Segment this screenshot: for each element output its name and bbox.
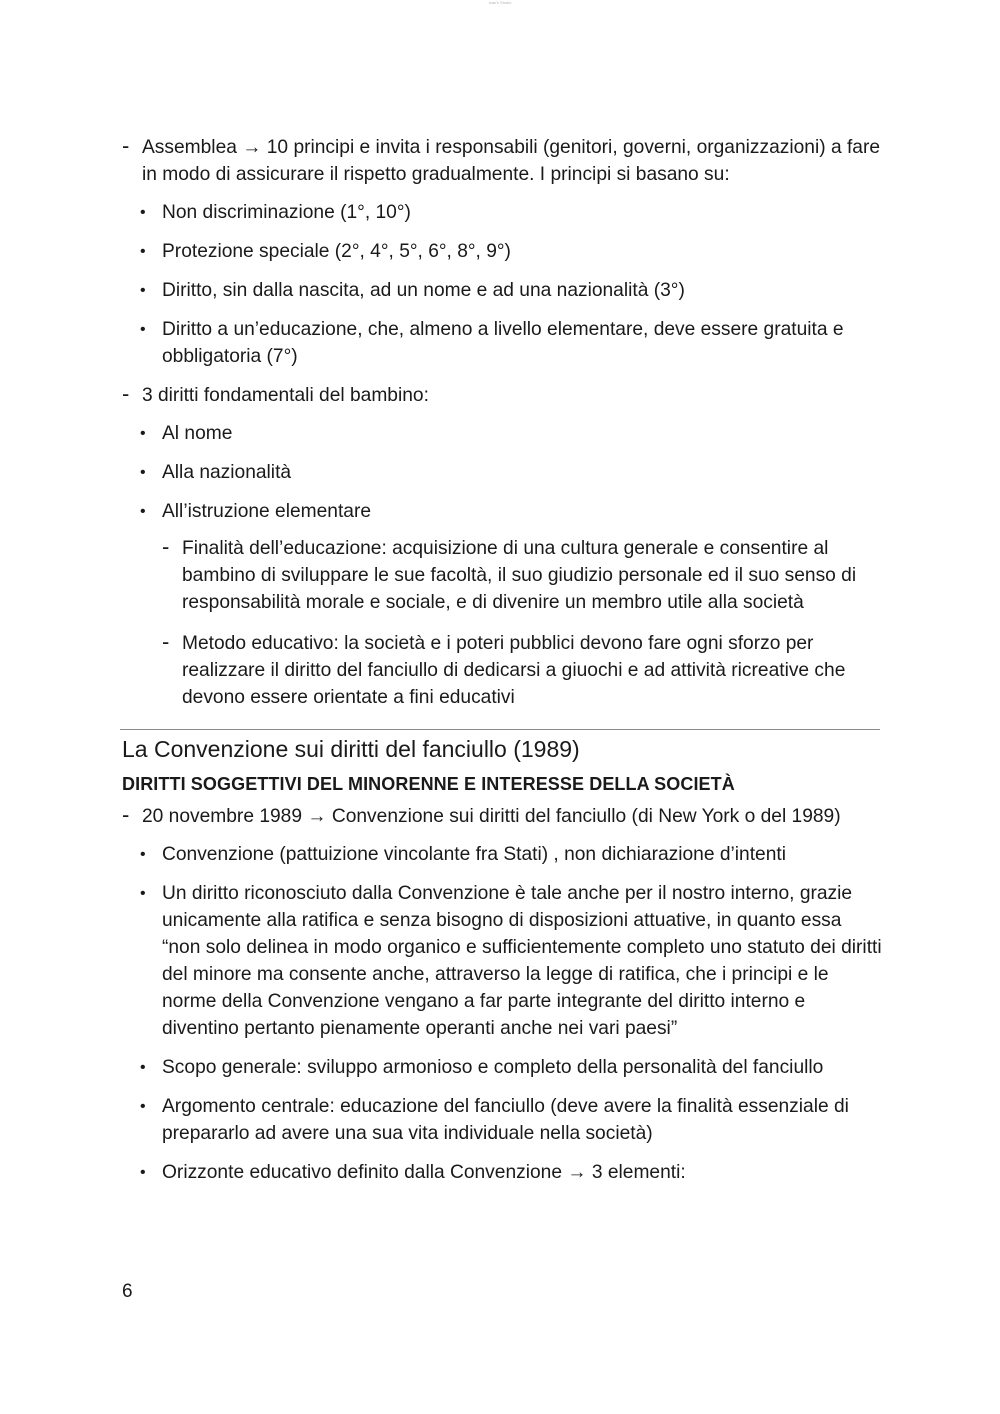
- bullet-marker: •: [140, 282, 146, 299]
- bullet-list-diritti: [122, 420, 882, 711]
- list-item-text: Diritto a un’educazione, che, almeno a livello elementare, deve essere gratuita e obbligatoria (7°): [162, 319, 844, 367]
- list-item: [122, 459, 882, 486]
- list-item: [122, 316, 882, 370]
- bullet-list-principi: [122, 199, 882, 370]
- dash-marker: -: [122, 802, 130, 827]
- dash-item-diritti-fondamentali: [122, 382, 882, 409]
- section-subtitle: DIRITTI SOGGETTIVI DEL MINORENNE E INTERESSE DELLA SOCIETÀ: [122, 774, 735, 794]
- header-watermark: Ivan's Studio: [488, 0, 512, 5]
- list-item: [122, 420, 882, 447]
- dash-marker: -: [122, 381, 130, 406]
- section-title: La Convenzione sui diritti del fanciullo (1989): [122, 736, 580, 762]
- list-item-text: Orizzonte educativo definito dalla Convenzione → 3 elementi:: [162, 1162, 686, 1183]
- bullet-marker: •: [140, 503, 146, 520]
- list-item: [122, 841, 882, 868]
- dash-item-assemblea: [122, 134, 882, 188]
- list-item-text: Non discriminazione (1°, 10°): [162, 202, 411, 223]
- dash-marker: -: [122, 133, 130, 158]
- sub-list-item: [162, 535, 882, 616]
- bullet-marker: •: [140, 243, 146, 260]
- bullet-marker: •: [140, 1059, 146, 1076]
- sub-dash-list: [162, 535, 882, 711]
- list-item-text: Alla nazionalità: [162, 462, 292, 483]
- bullet-marker: •: [140, 885, 146, 902]
- list-item: [122, 199, 882, 226]
- list-item: [122, 1093, 882, 1147]
- bullet-marker: •: [140, 846, 146, 863]
- list-item-text: Protezione speciale (2°, 4°, 5°, 6°, 8°, 9°): [162, 241, 511, 262]
- bullet-marker: •: [140, 321, 146, 338]
- list-item-text: Un diritto riconosciuto dalla Convenzione è tale anche per il nostro interno, grazie unicamente alla ratifica e senza bisogno di disposizioni attuative, in quanto essa “non solo delinea in modo organico e sufficientemente completo uno statuto dei diritti del minore ma consente anche, attraverso la legge di ratifica, che i principi e le norme della Convenzione vengano a far parte integrante del diritto interno e diventino pertanto pienamente operanti anche nei vari paesi”: [162, 883, 882, 1039]
- list-item-text: All’istruzione elementare: [162, 501, 372, 522]
- bullet-list-convenzione: [122, 841, 882, 1186]
- list-item: [122, 1159, 882, 1186]
- bullet-marker: •: [140, 1098, 146, 1115]
- dash-item-text: Assemblea → 10 principi e invita i responsabili (genitori, governi, organizzazioni) a fare in modo di assicurare il rispetto gradualmente. I principi si basano su:: [142, 137, 881, 185]
- list-item: [122, 498, 882, 711]
- list-item: [122, 880, 882, 1042]
- list-item-text: Al nome: [162, 423, 233, 444]
- bullet-marker: •: [140, 204, 146, 221]
- sub-list-item-text: Metodo educativo: la società e i poteri pubblici devono fare ogni sforzo per realizzare il diritto del fanciullo di dedicarsi a giuochi e ad attività ricreative che devono essere orientate a fini educativi: [182, 633, 846, 708]
- list-item-text: Convenzione (pattuizione vincolante fra Stati) , non dichiarazione d’intenti: [162, 844, 786, 865]
- dash-marker: -: [162, 629, 170, 654]
- list-item: [122, 277, 882, 304]
- list-item-text: Argomento centrale: educazione del fanciullo (deve avere la finalità essenziale di prepararlo ad avere una sua vita individuale nella società): [162, 1096, 849, 1144]
- dash-marker: -: [162, 534, 170, 559]
- list-item: [122, 1054, 882, 1081]
- list-item-text: Scopo generale: sviluppo armonioso e completo della personalità del fanciullo: [162, 1057, 824, 1078]
- section-divider: [120, 729, 880, 730]
- list-item-text: Diritto, sin dalla nascita, ad un nome e ad una nazionalità (3°): [162, 280, 685, 301]
- bullet-marker: •: [140, 425, 146, 442]
- document-page: [122, 134, 882, 1198]
- list-item: [122, 238, 882, 265]
- bullet-marker: •: [140, 1164, 146, 1181]
- bullet-marker: •: [140, 464, 146, 481]
- dash-item-convenzione: [122, 803, 882, 830]
- sub-list-item: [162, 630, 882, 711]
- page-number: 6: [122, 1281, 133, 1302]
- dash-item-text: 20 novembre 1989 → Convenzione sui diritti del fanciullo (di New York o del 1989): [142, 806, 841, 827]
- dash-item-text: 3 diritti fondamentali del bambino:: [142, 385, 429, 406]
- sub-list-item-text: Finalità dell’educazione: acquisizione di una cultura generale e consentire al bambino di sviluppare le sue facoltà, il suo giudizio personale ed il suo senso di responsabilità morale e sociale, e di divenire un membro utile alla società: [182, 538, 857, 613]
